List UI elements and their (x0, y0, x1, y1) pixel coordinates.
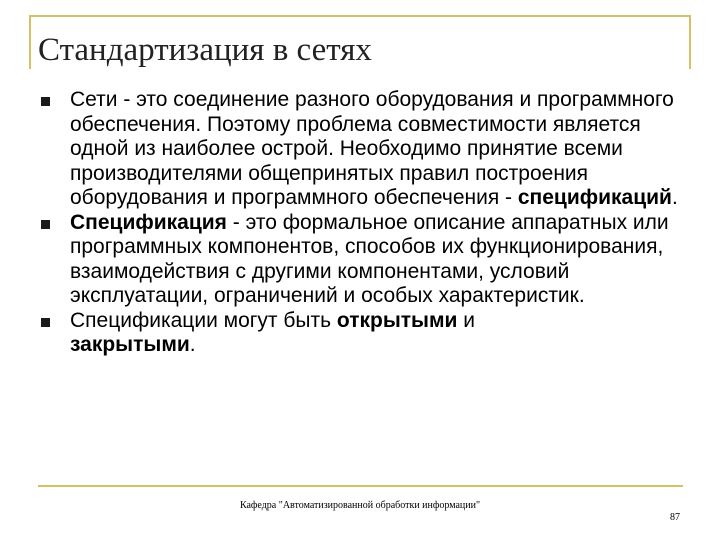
title-frame-right (689, 15, 691, 69)
slide-title: Стандартизация в сетях (38, 32, 372, 68)
bullet-strong-text: спецификаций (517, 186, 672, 209)
bullet-strong-text: Спецификация (70, 210, 227, 234)
bullet-item (38, 88, 678, 211)
bullet-text: . (189, 333, 196, 356)
bullet-text: и (457, 308, 475, 332)
title-frame-left (29, 15, 31, 69)
bullet-strong-text: открытыми (336, 308, 458, 332)
square-bullet-icon (41, 97, 50, 106)
bullet-list (38, 88, 678, 358)
page-number: 87 (670, 512, 680, 523)
bullet-text: Сети - это соединение разного оборудования и программного обеспечения. Поэтому проблема совместимости является одной из наиболее острой. Необходимо принятие всеми производителями общепринятых правил построения оборудования и программного обеспечения - (70, 88, 674, 209)
square-bullet-icon (41, 318, 50, 327)
footer-caption: Кафедра "Автоматизированной обработки информации" (239, 500, 481, 511)
bullet-text: - это формальное описание аппаратных или программных компонентов, способов их функционирования, взаимодействия с другими компонентами, условий эксплуатации, ограничений и особых характеристик. (70, 210, 669, 307)
bullet-strong-text: закрытыми (70, 333, 190, 356)
bullet-item (38, 211, 678, 309)
bullet-item (38, 309, 678, 358)
bullet-text: . (671, 186, 678, 209)
square-bullet-icon (41, 220, 50, 229)
bullet-text: Спецификации могут быть (70, 308, 337, 332)
title-frame-top (29, 15, 691, 17)
footer-divider (38, 485, 683, 487)
